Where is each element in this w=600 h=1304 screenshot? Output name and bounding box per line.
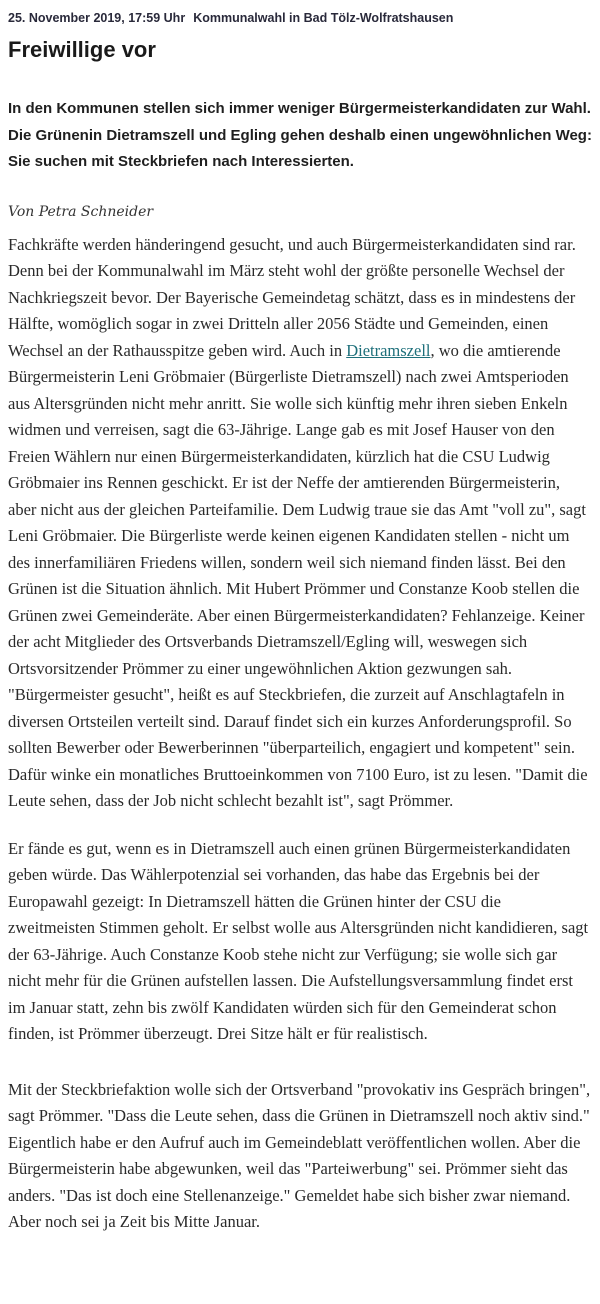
article-paragraph: Mit der Steckbriefaktion wolle sich der Ortsverband "provokativ ins Gespräch bringen", sagt Prömmer. "Dass die Leute sehen, dass die Grünen in Dietramszell noch aktiv sind." Eigentlich habe er den Aufruf auch im Gemeindeblatt veröffentlichen wollen. Aber die Bürgermeisterin habe abgewunken, weil das "Parteiwerbung" sei. Prömmer sieht das anders. "Das ist doch eine Stellenanzeige." Gemeldet habe sich bisher zwar niemand. Aber noch sei ja Zeit bis Mitte Januar. [8,1079,591,1231]
section-label: Kommunalwahl in Bad Tölz-Wolfratshausen [193,11,454,25]
article-lead: In den Kommunen stellen sich immer weniger Bürgermeisterkandidaten zur Wahl. Die Grünenin Dietramszell und Egling gehen deshalb einen ungewöhnlichen Weg: Sie suchen mit Steckbriefen nach Interessierten. [8,100,592,170]
article-title: Freiwillige vor [8,37,156,62]
article-meta [8,10,592,26]
place-link-dietramszell[interactable]: Dietramszell [346,340,431,360]
paragraph-text: , wo die amtierende Bürgermeisterin Leni Gröbmaier (Bürgerliste Dietramszell) nach zwei Amtsperioden aus Altersgründen nicht mehr anritt. Sie wolle sich künftig mehr ihren sieben Enkeln widmen und verreisen, sagt die 63-Jährige. Lange gab es mit Josef Hauser von den Freien Wählern nur einen Bürgermeisterkandidaten, kürzlich hat die CSU Ludwig Gröbmaier ins Rennen geschickt. Er ist der Neffe der amtierenden Bürgermeisterin, aber nicht aus der gleichen Parteifamilie. Dem Ludwig traue sie das Amt "voll zu", sagt Leni Gröbmaier. Die Bürgerliste werde keinen eigenen Kandidaten stellen - nicht um des innerfamiliären Friedens willen, sondern weil sich niemand finden lässt. Bei den Grünen ist die Situation ähnlich. Mit Hubert Prömmer und Constanze Koob stellen die Grünen zwei Gemeinderäte. Aber einen Bürgermeisterkandidaten? Fehlanzeige. Keiner der acht Mitglieder des Ortsverbands Dietramszell/Egling will, weswegen sich Ortsvorsitzender Prömmer zu einer ungewöhnlichen Aktion gezwungen sah. "Bürgermeister gesucht", heißt es auf Steckbriefen, die zurzeit auf Anschlagtafeln in diversen Ortsteilen verteilt sind. Darauf findet sich ein kurzes Anforderungsprofil. So sollten Bewerber oder Bewerberinnen "überparteilich, engagiert und kompetent" sein. Dafür winke ein monatliches Bruttoeinkommen von 7100 Euro, ist zu lesen. "Damit die Leute sehen, dass der Job nicht schlecht bezahlt ist", sagt Prömmer. [8,340,588,810]
paragraph-text: Fachkräfte werden händeringend gesucht, und auch Bürgermeisterkandidaten sind rar. Denn bei der Kommunalwahl im März steht wohl der größte personelle Wechsel der Nachkriegszeit bevor. Der Bayerische Gemeindetag schätzt, dass es in mindestens der Hälfte, womöglich sogar in zwei Dritteln aller 2056 Städte und Gemeinden, einen Wechsel an der Rathausspitze geben wird. Auch in [8,234,576,360]
article-paragraph [8,232,592,815]
publish-date: 25. November 2019, 17:59 Uhr [8,11,186,25]
article-paragraph: Er fände es gut, wenn es in Dietramszell auch einen grünen Bürgermeisterkandidaten geben würde. Das Wählerpotenzial sei vorhanden, das habe das Ergebnis bei der Europawahl gezeigt: In Dietramszell hätten die Grünen hinter der CSU die zweitmeisten Stimmen geholt. Er selbst wolle aus Altersgründen nicht kandidieren, sagt der 63-Jährige. Auch Constanze Koob stehe nicht zur Verfügung; sie wolle sich gar nicht mehr für die Grünen aufstellen lassen. Die Aufstellungsversammlung findet erst im Januar statt, zehn bis zwölf Kandidaten würden sich für den Gemeinderat schon finden, ist Prömmer überzeugt. Drei Sitze hält er für realistisch. [8,838,589,1043]
article-byline: Von Petra Schneider [8,203,154,220]
